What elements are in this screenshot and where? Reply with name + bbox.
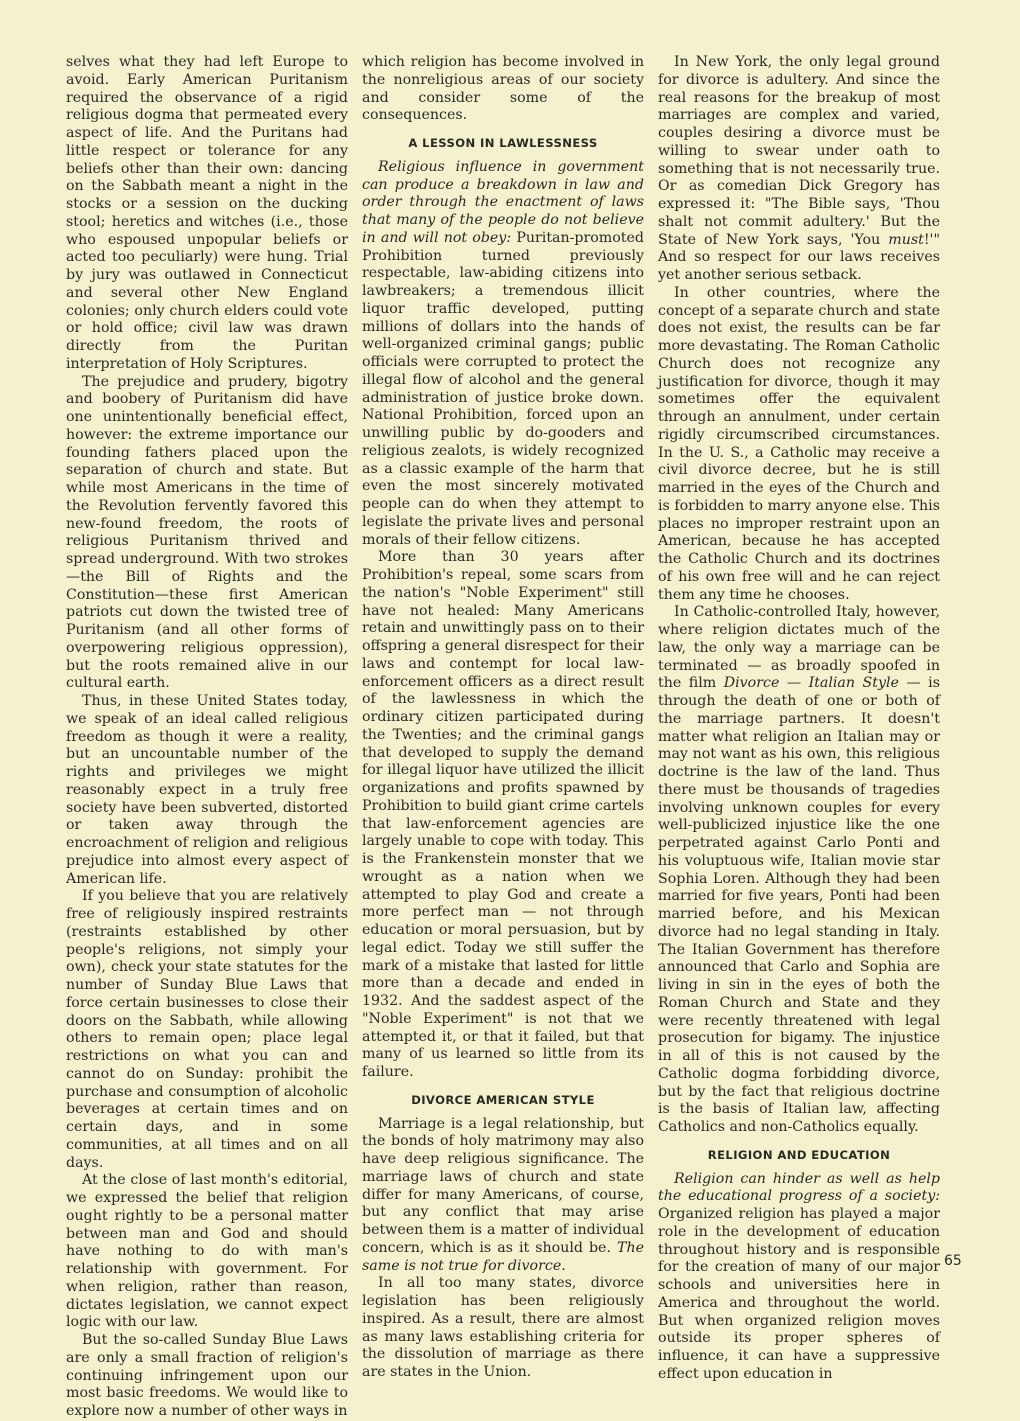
paragraph: The prejudice and prudery, bigotry and boobery of Puritanism did have one unintentionally beneficial effect, however: the extreme importance our founding fathers placed upon the separation of church and state. But while most Americans in the time of the Revolution fervently favored this new-found freedom, the roots of religious Puritanism thrived and spread underground. With two strokes—the Bill of Rights and the Constitution—these first American patriots cut down the twisted tree of Puritanism (and all other forms of overpowering religious oppression), but the roots remained alive in our cultural earth. bbox=[66, 373, 348, 692]
paragraph bbox=[362, 159, 644, 550]
paragraph-text: Organized religion has played a major role in the development of education throughout history and is responsible for the creation of many of our major schools and universities here in America and throughout the world. But when organized religion moves outside its proper spheres of influence, it can have a suppressive effect upon education in bbox=[658, 1206, 940, 1382]
paragraph: In other countries, where the concept of a separate church and state does not exist, the results can be far more devastating. The Roman Catholic Church does not recognize any justification for divorce, though it may sometimes offer the equivalent through an annulment, under certain rigidly circumscribed circumstances. In the U. S., a Catholic may receive a civil divorce decree, but he is still married in the eyes of the Church and is forbidden to marry anyone else. This places no improper restraint upon an American, because he has accepted the Catholic Church and its doctrines of his own free will and he can reject them any time he chooses. bbox=[658, 284, 940, 603]
italic-lead: Religion can hinder as well as help the educational progress of a society: bbox=[658, 1170, 940, 1205]
paragraph bbox=[362, 1116, 644, 1276]
paragraph-text: Marriage is a legal relationship, but the bonds of holy matrimony may also have deep religious significance. The marriage laws of church and state differ for many Americans, of course, but any conflict that may arise between them is a matter of individual concern, which is as it should be. bbox=[362, 1115, 644, 1256]
column-1 bbox=[66, 54, 348, 1421]
italic-text: The same is not true for divorce. bbox=[362, 1239, 644, 1274]
paragraph-text: Puritan-promoted Prohibition turned previously respectable, law-abiding citizens into lawbreakers; a tremendous illicit liquor traffic developed, putting millions of dollars into the hands of well-organized criminal gangs; public officials were corrupted to protect the illegal flow of alcohol and the general administration of justice broke down. National Prohibition, forced upon an unwilling public by do-gooders and religious zealots, is widely recognized as a classic example of the harm that even the most sincerely motivated people can do when they attempt to legislate the private lives and personal morals of their fellow citizens. bbox=[362, 229, 644, 548]
paragraph bbox=[658, 54, 940, 285]
paragraph: At the close of last month's editorial, we expressed the belief that religion ought rightly to be a personal matter between man and God and should have nothing to do with man's relationship with government. For when religion, rather than reason, dictates legislation, we cannot expect logic with our law. bbox=[66, 1172, 348, 1331]
italic-text: must bbox=[888, 231, 924, 248]
paragraph-text: — is through the death of one or both of the marriage partners. It doesn't matter what religion an Italian may or may not want as his own, this religious doctrine is the law of the land. Thus there must be thousands of tragedies involving unknown couples for every well-publicized injustice like the one perpetrated against Carlo Ponti and his voluptuous wife, Italian movie star Sophia Loren. Although they had been married for five years, Ponti had been married before, and his Mexican divorce had no legal standing in Italy. The Italian Government has therefore announced that Carlo and Sophia are living in sin in the eyes of both the Roman Church and State and they were recently threatened with legal prosecution for bigamy. The injustice in all of this is not caused by the Catholic dogma forbidding divorce, but by the fact that religious doctrine is the basis of Italian law, affecting Catholics and non-Catholics equally. bbox=[658, 675, 940, 1135]
paragraph: Thus, in these United States today, we speak of an ideal called religious freedom as though it were a reality, but an uncountable number of the rights and privileges we might reasonably expect in a truly free society have been subverted, distorted or taken away through the encroachment of religion and religious prejudice into almost every aspect of American life. bbox=[66, 693, 348, 887]
paragraph: If you believe that you are relatively free of religiously inspired restraints (restraints established by other people's religions, not simply your own), check your state statutes for the number of Sunday Blue Laws that force certain businesses to close their doors on the Sabbath, while allowing others to remain open; place legal restrictions on what you can and cannot do on Sunday: prohibit the purchase and consumption of alcoholic beverages at certain times and on certain days, and in some communities, at all times and on all days. bbox=[66, 888, 348, 1171]
paragraph: selves what they had left Europe to avoid. Early American Puritanism required the observance of a rigid religious dogma that permeated every aspect of life. And the Puritans had little respect or tolerance for any beliefs other than their own: dancing on the Sabbath meant a night in the stocks or a session on the ducking stool; heretics and witches (i.e., those who espoused unpopular beliefs or acted too peculiarly) were hung. Trial by jury was outlawed in Connecticut and several other New England colonies; only church elders could vote or hold office; civil law was drawn directly from the Puritan interpretation of Holy Scriptures. bbox=[66, 54, 348, 372]
section-heading: RELIGION AND EDUCATION bbox=[707, 1147, 891, 1162]
paragraph-text: In Catholic-controlled Italy, however, where religion dictates much of the law, the only way a marriage can be terminated — as broadly spoofed in the film bbox=[658, 604, 940, 692]
column-3 bbox=[658, 54, 940, 1384]
section-heading: DIVORCE AMERICAN STYLE bbox=[411, 1092, 595, 1107]
film-title: Divorce — Italian Style bbox=[723, 675, 899, 692]
italic-lead: Religious influence in government can produce a breakdown in law and order through the enactment of laws that many of the people do not believe in and will not obey: bbox=[362, 158, 644, 246]
section-heading: A LESSON IN LAWLESSNESS bbox=[408, 136, 598, 150]
paragraph: More than 30 years after Prohibition's repeal, some scars from the nation's "Noble Experiment" still have not healed: Many Americans retain and unwittingly pass on to their offspring a general disrespect for their laws and contempt for local law-enforcement officers as a direct result of the lawlessness in which the ordinary citizen participated during the Twenties; and the criminal gangs that developed to supply the demand for illegal liquor have utilized the illicit organizations and profits spawned by Prohibition to build giant crime cartels that law-enforcement agencies are largely unable to cope with today. This is the Frankenstein monster that we wrought as a nation when we attempted to play God and create a more perfect man — not through education or moral persuasion, but by legal edict. Today we still suffer the mark of a mistake that lasted for little more than a decade and ended in 1932. And the saddest aspect of the "Noble Experiment" is not that we attempted it, or that it failed, but that many of us learned so little from its failure. bbox=[362, 549, 644, 1080]
paragraph: But the so-called Sunday Blue Laws are only a small fraction of religion's continuing infringement upon our most basic freedoms. We would like to explore now a number of other ways in bbox=[66, 1332, 348, 1419]
paragraph bbox=[658, 604, 940, 1137]
paragraph-text: !'" And so respect for our laws receives yet another serious setback. bbox=[658, 231, 940, 283]
column-2 bbox=[362, 54, 644, 1382]
paragraph bbox=[658, 1171, 940, 1384]
paragraph: which religion has become involved in the nonreligious areas of our society and consider some of the consequences. bbox=[362, 54, 644, 124]
page-number: 65 bbox=[944, 1253, 962, 1269]
paragraph-text: In New York, the only legal ground for divorce is adultery. And since the real reasons for the breakup of most marriages are complex and varied, couples desiring a divorce must be willing to swear under oath to something that is not necessarily true. Or as comedian Dick Gregory has expressed it: "The Bible says, 'Thou shalt not commit adultery.' But the State of New York says, 'You bbox=[658, 54, 940, 248]
paragraph: In all too many states, divorce legislation has been religiously inspired. As a result, there are almost as many laws establishing criteria for the dissolution of marriage as there are states in the Union. bbox=[362, 1275, 644, 1380]
